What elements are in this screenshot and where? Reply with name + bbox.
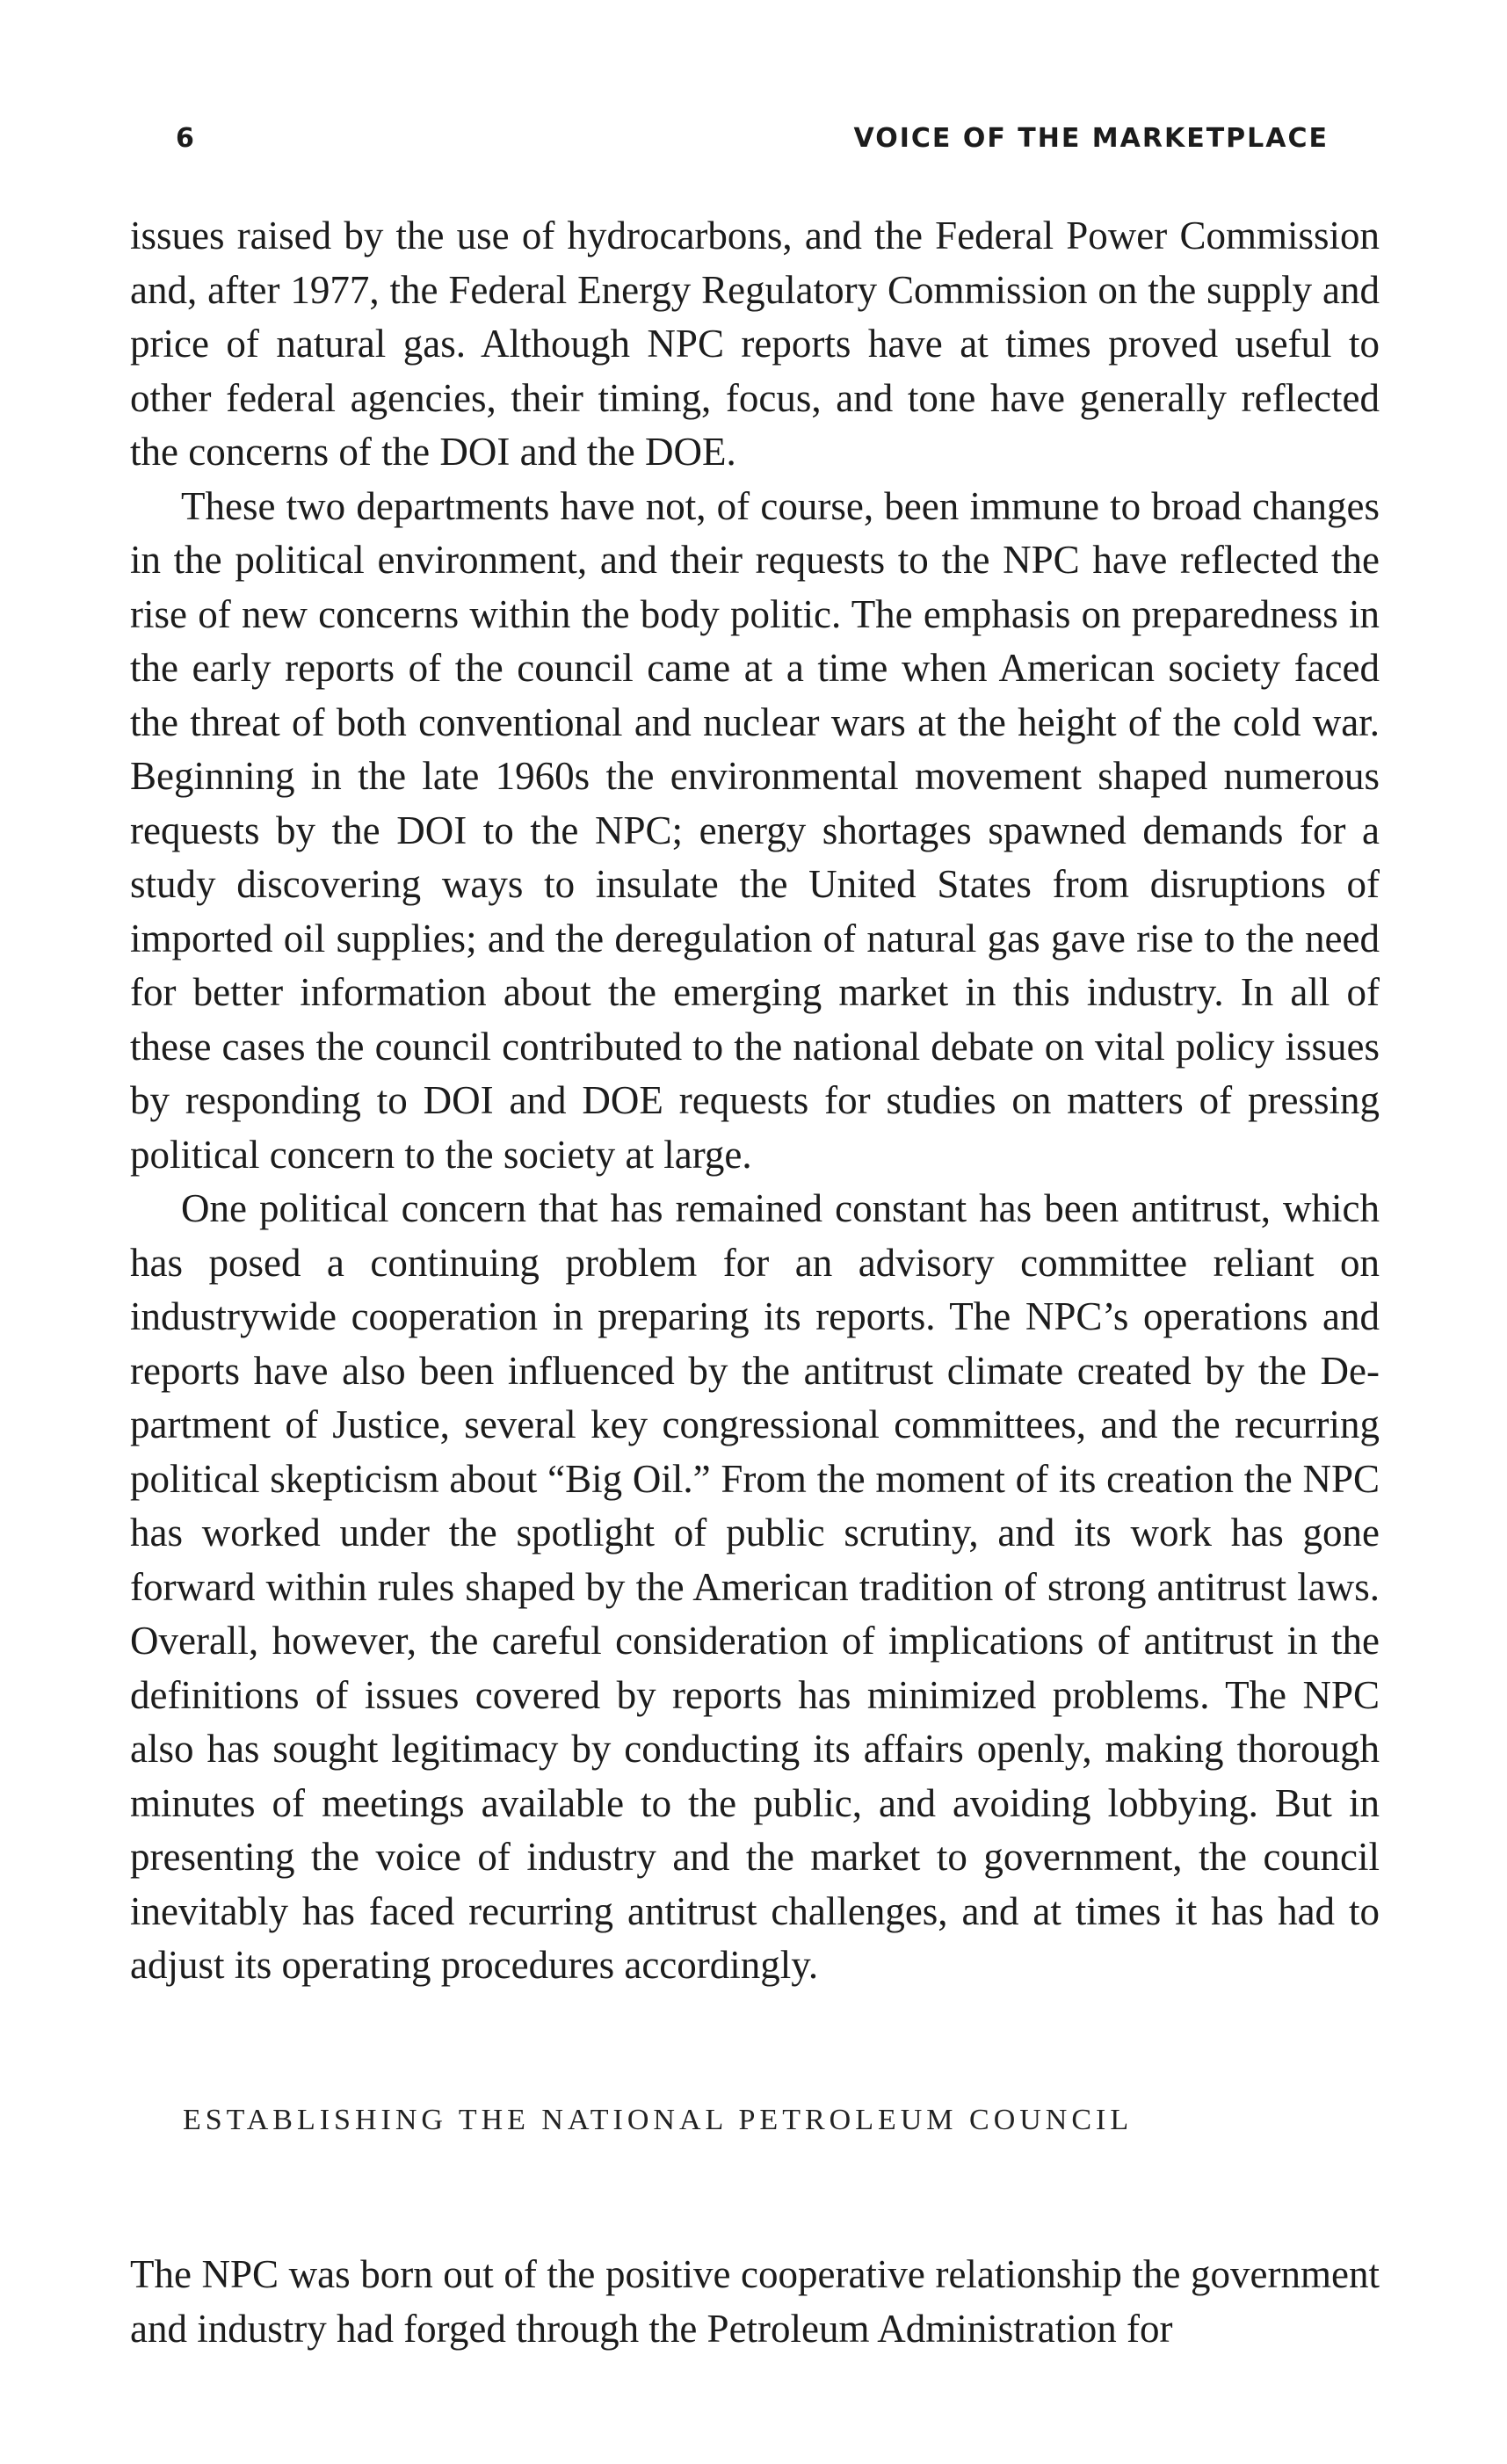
running-head (176, 123, 1329, 158)
paragraph-antitrust: One political concern that has remained constant has been antitrust, which has posed a continuing problem for an advisory committee reliant on industrywide cooperation in preparing its reports. The NPC’s operations and reports have also been influenced by the antitrust climate created by the Department of Justice, several key congressional committees, and the recurring political skepticism about “Big Oil.” From the moment of its creation the NPC has worked under the spotlight of public scrutiny, and its work has gone forward within rules shaped by the American tradition of strong antitrust laws. Overall, however, the careful consideration of implications of antitrust in the definitions of issues covered by reports has minimized problems. The NPC also has sought legitimacy by conducting its affairs openly, making thorough minutes of meetings available to the public, and avoiding lobbying. But in presenting the voice of industry and the market to government, the council inevitably has faced recurring antitrust challenges, and at times it has had to adjust its operating procedures accordingly. (130, 1186, 1380, 1987)
paragraph-political-environment: These two departments have not, of course, been immune to broad changes in the political environment, and their requests to the NPC have reflected the rise of new concerns within the body politic. The emphasis on preparedness in the early reports of the council came at a time when American society faced the threat of both conventional and nuclear wars at the height of the cold war. Beginning in the late 1960s the environmental movement shaped numerous requests by the DOI to the NPC; energy shortages spawned demands for a study discovering ways to insulate the United States from disruptions of imported oil supplies; and the deregulation of natural gas gave rise to the need for better information about the emerging market in this industry. In all of these cases the council contributed to the national debate on vital policy issues by responding to DOI and DOE requests for studies on matters of pressing political concern to the society at large. (130, 483, 1380, 1177)
paragraph-continued: issues raised by the use of hydrocarbons, and the Federal Power Commission and, after 1977, the Federal Energy Regulatory Commission on the supply and price of natural gas. Although NPC reports have at times proved useful to other federal agencies, their timing, focus, and tone have generally reflected the concerns of the DOI and the DOE. (130, 214, 1380, 474)
page-number: 6 (176, 123, 196, 154)
section-body-text (130, 2248, 1380, 2356)
running-title: VOICE OF THE MARKETPLACE (853, 123, 1329, 154)
body-text (130, 209, 1380, 1993)
section-heading: ESTABLISHING THE NATIONAL PETROLEUM COUNCIL (183, 2104, 1134, 2136)
paragraph-npc-origin: The NPC was born out of the positive cooperative relationship the government and industry had forged through the Petroleum Administration for (130, 2252, 1380, 2351)
